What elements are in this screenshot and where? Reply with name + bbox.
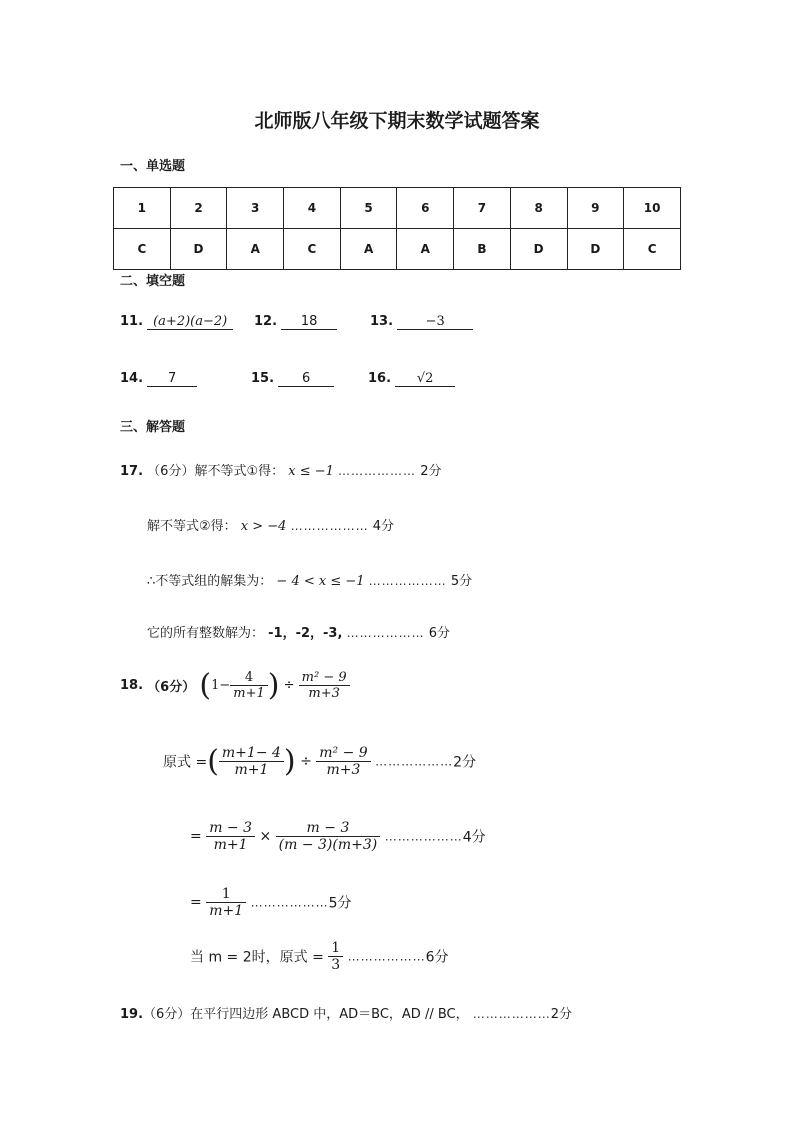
denominator: (m − 3)(m+3) xyxy=(278,837,378,853)
equals-sign: = xyxy=(190,894,202,911)
fraction xyxy=(230,670,268,701)
numerator: m − 3 xyxy=(206,820,255,837)
fraction xyxy=(206,820,255,853)
section-heading-solve: 三、解答题 xyxy=(120,420,186,435)
math-expression: x > −4 xyxy=(240,519,287,534)
leader-dots: ……………… xyxy=(290,519,369,533)
denominator: m+1 xyxy=(234,762,269,778)
right-paren: ) xyxy=(267,668,280,703)
step-text: （6分）解不等式①得： xyxy=(147,464,285,479)
math-expression: x ≤ −1 xyxy=(288,464,334,479)
fraction xyxy=(276,820,381,853)
divide-sign: ÷ xyxy=(283,678,295,693)
equals-sign: = xyxy=(190,828,202,845)
fraction xyxy=(299,670,350,701)
score-text: 2分 xyxy=(420,464,442,479)
times-sign: × xyxy=(259,828,272,845)
table-cell: A xyxy=(397,229,454,270)
score-text: 6分 xyxy=(428,626,450,641)
question-number: 15. xyxy=(251,371,275,386)
page-title: 北师版八年级下期末数学试题答案 xyxy=(254,110,540,132)
right-paren: ) xyxy=(283,744,296,779)
question-number: 18. xyxy=(120,678,144,693)
left-paren: ( xyxy=(199,668,212,703)
score-text: 4分 xyxy=(462,829,486,846)
step-text: ∴不等式组的解集为： xyxy=(147,574,273,589)
left-paren: ( xyxy=(207,744,219,779)
table-cell: 7 xyxy=(454,188,511,229)
leader-dots: ……………… xyxy=(368,574,447,588)
leader-dots: ……………… xyxy=(250,895,329,910)
q17-line1 xyxy=(120,460,441,479)
numerator: m − 3 xyxy=(276,820,381,837)
table-cell: 6 xyxy=(397,188,454,229)
q17-line2 xyxy=(147,515,394,534)
score-text: 5分 xyxy=(328,895,352,912)
table-cell: C xyxy=(114,229,171,270)
denominator: m+1 xyxy=(209,903,244,919)
denominator: m+1 xyxy=(213,837,248,853)
numerator: m² − 9 xyxy=(316,745,370,762)
question-number: 11. xyxy=(120,314,144,329)
table-cell: D xyxy=(170,229,227,270)
section-heading-mc: 一、单选题 xyxy=(120,159,186,174)
leader-dots: ……………… xyxy=(347,949,426,964)
leader-dots: ……………… xyxy=(338,464,417,478)
table-cell: C xyxy=(624,229,681,270)
fill-q13 xyxy=(370,314,473,330)
step-text: 解不等式②得： xyxy=(147,519,237,534)
answer-text: 6 xyxy=(278,371,334,387)
answer-text: −3 xyxy=(397,314,473,330)
math-expression: 1− xyxy=(211,678,231,693)
numerator: 4 xyxy=(230,670,268,686)
table-cell: A xyxy=(227,229,284,270)
q18-step1 xyxy=(163,744,476,779)
denominator: 3 xyxy=(331,957,341,973)
table-cell: 3 xyxy=(227,188,284,229)
answer-text: 18 xyxy=(281,314,337,330)
fraction xyxy=(206,886,246,919)
table-cell: 5 xyxy=(340,188,397,229)
table-cell: B xyxy=(454,229,511,270)
answer-text: 7 xyxy=(147,371,197,387)
denominator: m+3 xyxy=(326,762,361,778)
table-cell: 1 xyxy=(114,188,171,229)
answer-text: √2 xyxy=(395,371,455,387)
fraction xyxy=(328,940,343,973)
fill-q16 xyxy=(368,371,455,387)
q17-line3 xyxy=(147,570,472,589)
leader-dots: ……………… xyxy=(384,829,463,844)
fraction xyxy=(219,745,284,778)
q17-line4 xyxy=(147,622,450,641)
table-cell: C xyxy=(284,229,341,270)
step-text: （6分）在平行四边形 ABCD 中，AD＝BC，AD // BC， xyxy=(143,1007,469,1022)
score-text: 4分 xyxy=(372,519,395,534)
score-text: 2分 xyxy=(550,1007,573,1022)
question-number: 14. xyxy=(120,371,144,386)
question-number: 12. xyxy=(254,314,278,329)
table-row xyxy=(114,229,681,270)
fill-q12 xyxy=(254,314,337,330)
section-heading-fill: 二、填空题 xyxy=(120,274,186,289)
fill-q11 xyxy=(120,314,233,330)
question-number: 17. xyxy=(120,464,144,479)
denominator: m+3 xyxy=(308,686,340,701)
q18-step3 xyxy=(190,886,351,919)
numerator: 1 xyxy=(328,940,343,957)
divide-sign: ÷ xyxy=(300,753,312,770)
denominator: m+1 xyxy=(233,686,265,701)
table-cell: 4 xyxy=(284,188,341,229)
step-text: 原式 = xyxy=(163,754,208,771)
numerator: 1 xyxy=(206,886,246,903)
score-text: （6分） xyxy=(147,680,196,695)
answer-text: (a+2)(a−2) xyxy=(147,314,233,330)
score-text: 2分 xyxy=(453,754,477,771)
q18-step4 xyxy=(190,940,449,973)
table-cell: 2 xyxy=(170,188,227,229)
numerator: m+1− 4 xyxy=(219,745,284,762)
question-number: 16. xyxy=(368,371,392,386)
table-cell: A xyxy=(340,229,397,270)
numerator: m² − 9 xyxy=(299,670,350,686)
mc-answer-table xyxy=(113,187,681,270)
leader-dots: ……………… xyxy=(346,626,425,640)
step-text: 当 m = 2时，原式 = xyxy=(190,949,324,966)
integer-solutions: -1，-2，-3, xyxy=(268,626,343,641)
table-cell: D xyxy=(510,229,567,270)
leader-dots: ……………… xyxy=(472,1007,551,1021)
question-number: 13. xyxy=(370,314,394,329)
fill-q15 xyxy=(251,371,334,387)
table-cell: 10 xyxy=(624,188,681,229)
fraction xyxy=(316,745,370,778)
score-text: 5分 xyxy=(450,574,473,589)
leader-dots: ……………… xyxy=(375,754,454,769)
q18-header xyxy=(120,668,350,712)
q19-line1 xyxy=(120,1003,572,1022)
table-cell: 8 xyxy=(510,188,567,229)
fill-q14 xyxy=(120,371,197,387)
table-cell: D xyxy=(567,229,624,270)
table-row xyxy=(114,188,681,229)
math-expression: − 4 < x ≤ −1 xyxy=(276,574,365,589)
table-cell: 9 xyxy=(567,188,624,229)
score-text: 6分 xyxy=(425,949,449,966)
q18-step2 xyxy=(190,820,486,853)
question-number: 19. xyxy=(120,1007,144,1022)
step-text: 它的所有整数解为： xyxy=(147,626,265,641)
